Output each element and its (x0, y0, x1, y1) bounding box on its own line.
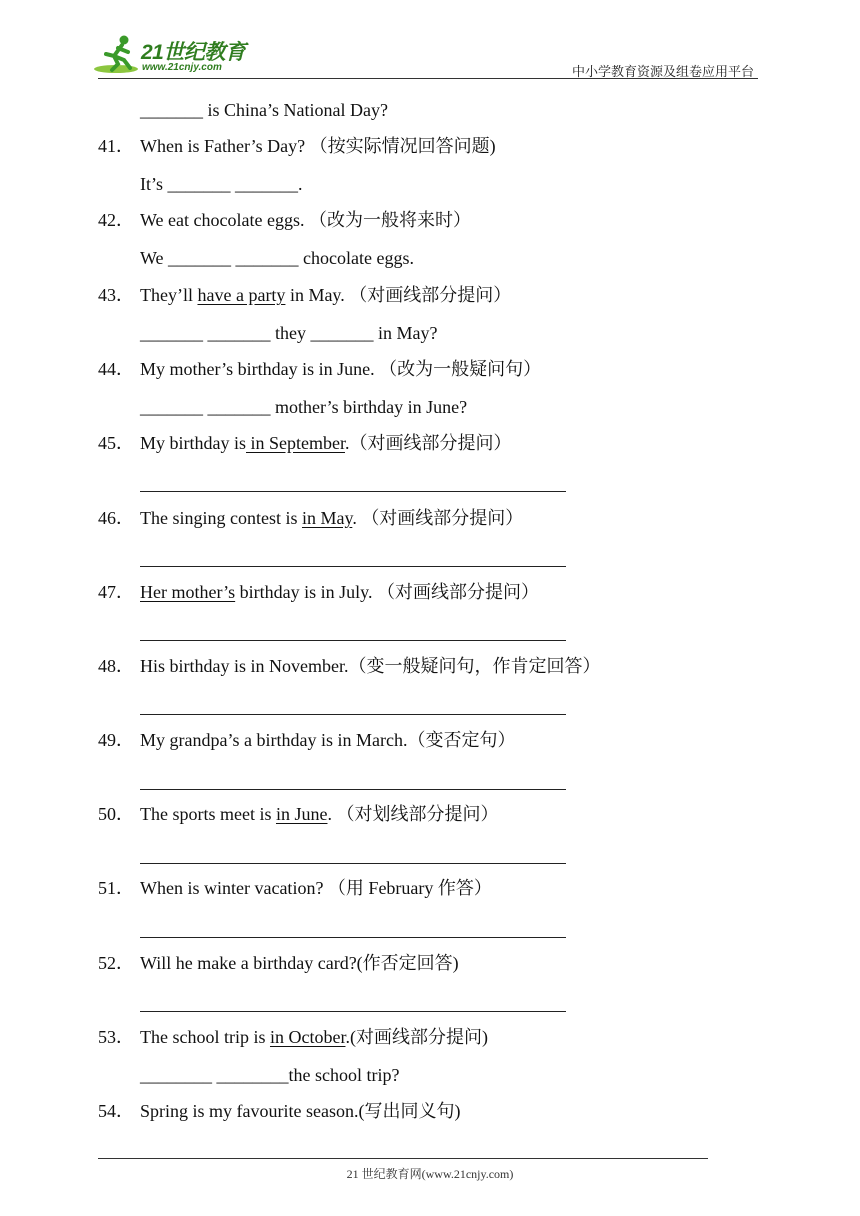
answer-line[interactable] (140, 789, 566, 790)
question-number: 54． (98, 1101, 134, 1121)
question-text: When is Father’s Day? （按实际情况回答问题) (140, 136, 496, 156)
question-text-post: . （对划线部分提问） (327, 804, 499, 824)
answer-template: _______ _______ mother’s birthday in June? (140, 397, 468, 417)
question-text: His birthday is in November.（变一般疑问句，作肯定回答） (140, 656, 601, 676)
question-number: 45． (98, 433, 134, 453)
question-text-pre: My birthday is (140, 433, 246, 453)
answer-line[interactable] (140, 714, 566, 715)
page-header (0, 0, 860, 80)
answer-template: ________ ________the school trip? (140, 1065, 400, 1085)
question-text: Spring is my favourite season.(写出同义句) (140, 1101, 461, 1121)
header-divider (98, 78, 758, 79)
question-text: We eat chocolate eggs. （改为一般将来时） (140, 210, 471, 230)
question-text: When is winter vacation? （用 February 作答） (140, 878, 492, 898)
underlined-phrase: have a party (197, 285, 286, 305)
footer-divider (98, 1158, 708, 1159)
question-number: 52． (98, 953, 134, 973)
question-number: 41． (98, 136, 134, 156)
question-number: 46． (98, 508, 134, 528)
question-text-pre: The school trip is (140, 1027, 270, 1047)
answer-line[interactable] (140, 863, 566, 864)
answer-line[interactable] (140, 491, 566, 492)
question-text (140, 431, 511, 455)
question-number: 50． (98, 804, 134, 824)
question-number: 49． (98, 730, 134, 750)
answer-template: We _______ _______ chocolate eggs. (140, 248, 414, 268)
question-text-post: birthday is in July. （对画线部分提问） (235, 582, 539, 602)
runner-logo-icon (94, 34, 140, 76)
answer-line[interactable] (140, 1011, 566, 1012)
question-text (140, 802, 498, 826)
question-number: 53． (98, 1027, 134, 1047)
question-text-post: in May. （对画线部分提问） (285, 285, 512, 305)
question-text (140, 580, 539, 604)
question-number: 51． (98, 878, 134, 898)
underlined-phrase: in June (275, 804, 328, 824)
question-text-post: .(对画线部分提问) (345, 1027, 488, 1047)
question-number: 43． (98, 285, 134, 305)
answer-line[interactable] (140, 937, 566, 938)
question-number: 48． (98, 656, 134, 676)
question-text: My grandpa’s a birthday is in March.（变否定句） (140, 730, 516, 750)
underlined-phrase: in May (301, 508, 353, 528)
answer-template: It’s _______ _______. (140, 174, 303, 194)
site-logo (94, 34, 264, 78)
answer-line[interactable] (140, 566, 566, 567)
question-text: My mother’s birthday is in June. （改为一般疑问句） (140, 359, 542, 379)
question-text (140, 506, 523, 530)
underlined-phrase: in October (269, 1027, 346, 1047)
question-number: 44． (98, 359, 134, 379)
underlined-phrase: in September (246, 433, 345, 453)
page-footer: 21 世纪教育网(www.21cnjy.com) (346, 1167, 514, 1181)
question-text-pre: The sports meet is (140, 804, 276, 824)
question-text: Will he make a birthday card?(作否定回答) (140, 953, 459, 973)
question-text (140, 1025, 488, 1049)
question-text: _______ is China’s National Day? (140, 100, 388, 120)
answer-line[interactable] (140, 640, 566, 641)
header-site-title: 中小学教育资源及组卷应用平台 (571, 65, 754, 80)
logo-url: www.21cnjy.com (142, 62, 222, 73)
underlined-phrase: Her mother’s (140, 582, 236, 602)
logo-text: 21世纪教育 (141, 41, 246, 64)
question-number: 42． (98, 210, 134, 230)
question-text-post: . （对画线部分提问） (352, 508, 524, 528)
question-text (140, 283, 511, 307)
question-text-pre: The singing contest is (140, 508, 302, 528)
question-text-pre: They’ll (140, 285, 198, 305)
question-text-post: .（对画线部分提问） (344, 433, 512, 453)
answer-template: _______ _______ they _______ in May? (140, 323, 438, 343)
question-number: 47． (98, 582, 134, 602)
